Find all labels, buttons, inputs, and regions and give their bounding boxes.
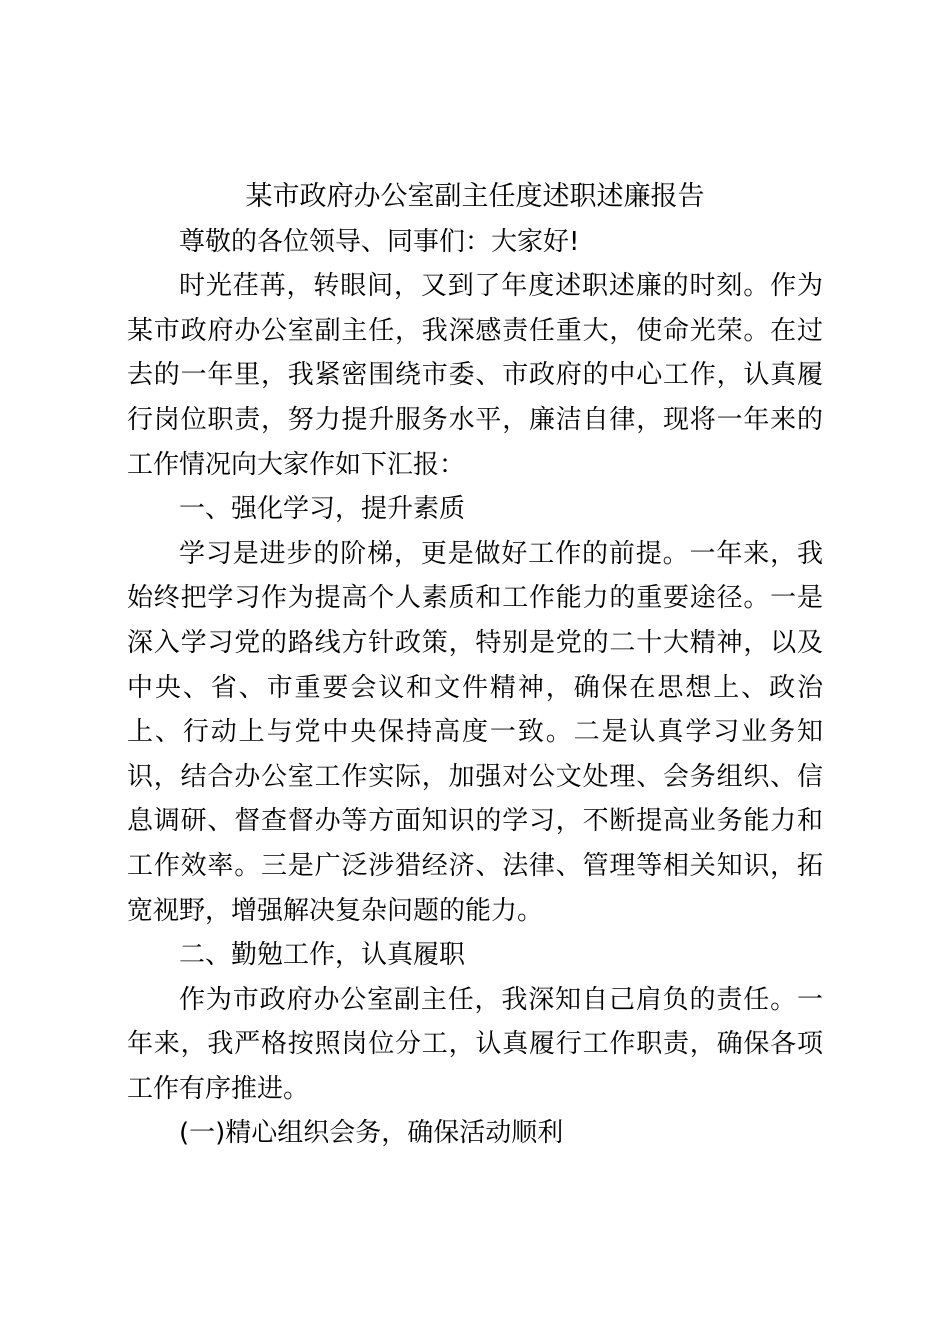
greeting-line: 尊敬的各位领导、同事们：大家好! (179, 226, 580, 257)
document-body (127, 175, 823, 1156)
section-paragraph-duty: 作为市政府办公室副主任，我深知自己肩负的责任。一年来，我严格按照岗位分工，认真履行工作职责，确保各项工作有序推进。 (127, 984, 823, 1104)
intro-paragraph: 时光荏苒，转眼间，又到了年度述职述廉的时刻。作为某市政府办公室副主任，我深感责任重大，使命光荣。在过去的一年里，我紧密围绕市委、市政府的中心工作，认真履行岗位职责，努力提升服务水平，廉洁自律，现将一年来的工作情况向大家作如下汇报： (127, 271, 823, 480)
section-heading-duty: 二、勤勉工作，认真履职 (179, 940, 466, 971)
document-title: 某市政府办公室副主任度述职述廉报告 (245, 181, 705, 212)
section-heading-study: 一、强化学习，提升素质 (179, 494, 466, 525)
subsection-heading-meetings: (一)精心组织会务，确保活动顺利 (179, 1118, 564, 1149)
section-paragraph-study: 学习是进步的阶梯，更是做好工作的前提。一年来，我始终把学习作为提高个人素质和工作能力的重要途径。一是深入学习党的路线方针政策，特别是党的二十大精神，以及中央、省、市重要会议和文件精神，确保在思想上、政治上、行动上与党中央保持高度一致。二是认真学习业务知识，结合办公室工作实际，加强对公文处理、会务组织、信息调研、督查督办等方面知识的学习，不断提高业务能力和工作效率。三是广泛涉猎经济、法律、管理等相关知识，拓宽视野，增强解决复杂问题的能力。 (127, 538, 823, 926)
